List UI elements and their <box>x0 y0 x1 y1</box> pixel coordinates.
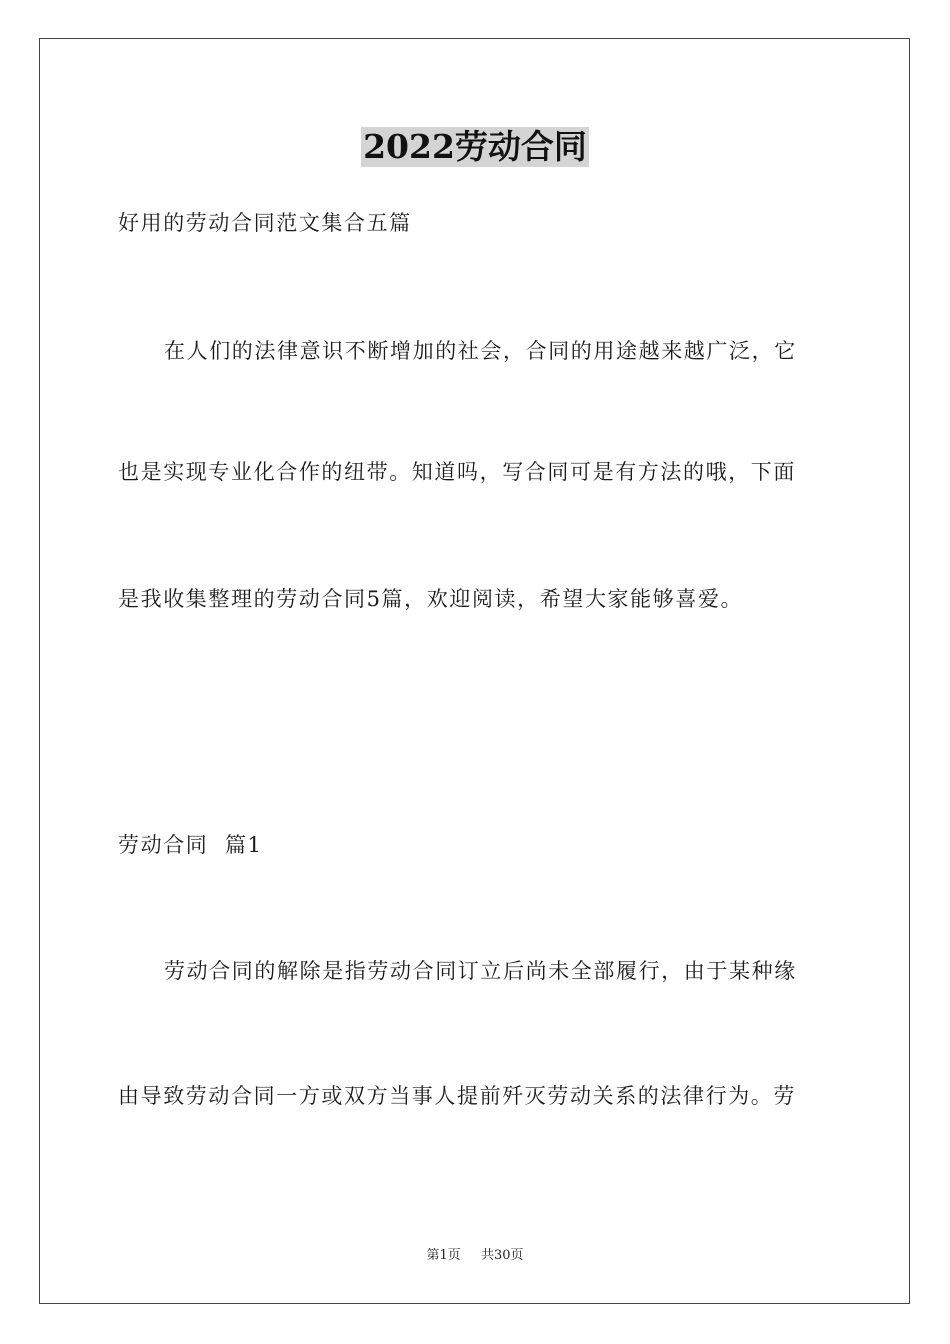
page-total: 共30页 <box>480 1248 524 1263</box>
document-subtitle: 好用的劳动合同范文集合五篇 <box>118 211 412 235</box>
page-number: 第1页 <box>426 1248 461 1263</box>
page-footer <box>0 1247 950 1265</box>
intro-line-1: 在人们的法律意识不断增加的社会，合同的用途越来越广泛，它 <box>164 339 797 363</box>
section-line-1: 劳动合同的解除是指劳动合同订立后尚未全部履行，由于某种缘 <box>164 959 797 983</box>
section-line-2: 由导致劳动合同一方或双方当事人提前歼灭劳动关系的法律行为。劳 <box>118 1084 796 1108</box>
section-heading: 劳动合同 篇1 <box>118 833 263 857</box>
intro-line-2: 也是实现专业化合作的纽带。知道吗，写合同可是有方法的哦，下面 <box>118 460 796 484</box>
intro-line-3: 是我收集整理的劳动合同5篇，欢迎阅读，希望大家能够喜爱。 <box>118 587 744 611</box>
title-container <box>0 127 950 167</box>
document-title: 2022劳动合同 <box>363 127 587 166</box>
